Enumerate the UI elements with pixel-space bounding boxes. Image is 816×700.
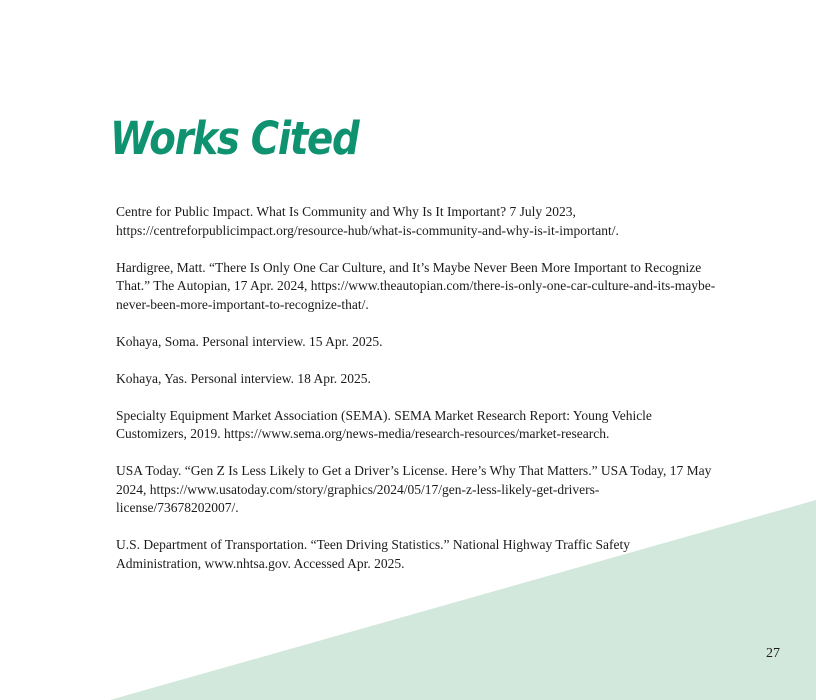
citation-entry: U.S. Department of Transportation. “Teen Driving Statistics.” National Highway Traffic Safety Administration, www.nhtsa.gov. Accessed Apr. 2025. [116, 537, 630, 571]
citation-list [116, 203, 716, 592]
page-title: Works Cited [110, 112, 359, 165]
citation-entry: USA Today. “Gen Z Is Less Likely to Get a Driver’s License. Here’s Why That Matters.” USA Today, 17 May 2024, https://www.usatoday.com/story/graphics/2024/05/17/gen-z-less-likely-get-drivers-license/73678202007/. [116, 463, 712, 515]
page-number: 27 [766, 646, 780, 661]
citation-entry: Kohaya, Yas. Personal interview. 18 Apr. 2025. [116, 370, 371, 386]
citation-entry: Centre for Public Impact. What Is Community and Why Is It Important? 7 July 2023, https://centreforpublicimpact.org/resource-hub/what-is-community-and-why-is-it-important/. [116, 204, 619, 238]
citation-entry: Hardigree, Matt. “There Is Only One Car Culture, and It’s Maybe Never Been More Important to Recognize That.” The Autopian, 17 Apr. 2024, https://www.theautopian.com/there-is-only-one-car-culture-and-its-maybe-never-been-more-important-to-recognize-that/. [116, 259, 716, 312]
citation-entry: Kohaya, Soma. Personal interview. 15 Apr. 2025. [116, 333, 383, 349]
citation-entry: Specialty Equipment Market Association (SEMA). SEMA Market Research Report: Young Vehicle Customizers, 2019. https://www.sema.org/news-media/research-resources/market-research. [116, 407, 652, 441]
